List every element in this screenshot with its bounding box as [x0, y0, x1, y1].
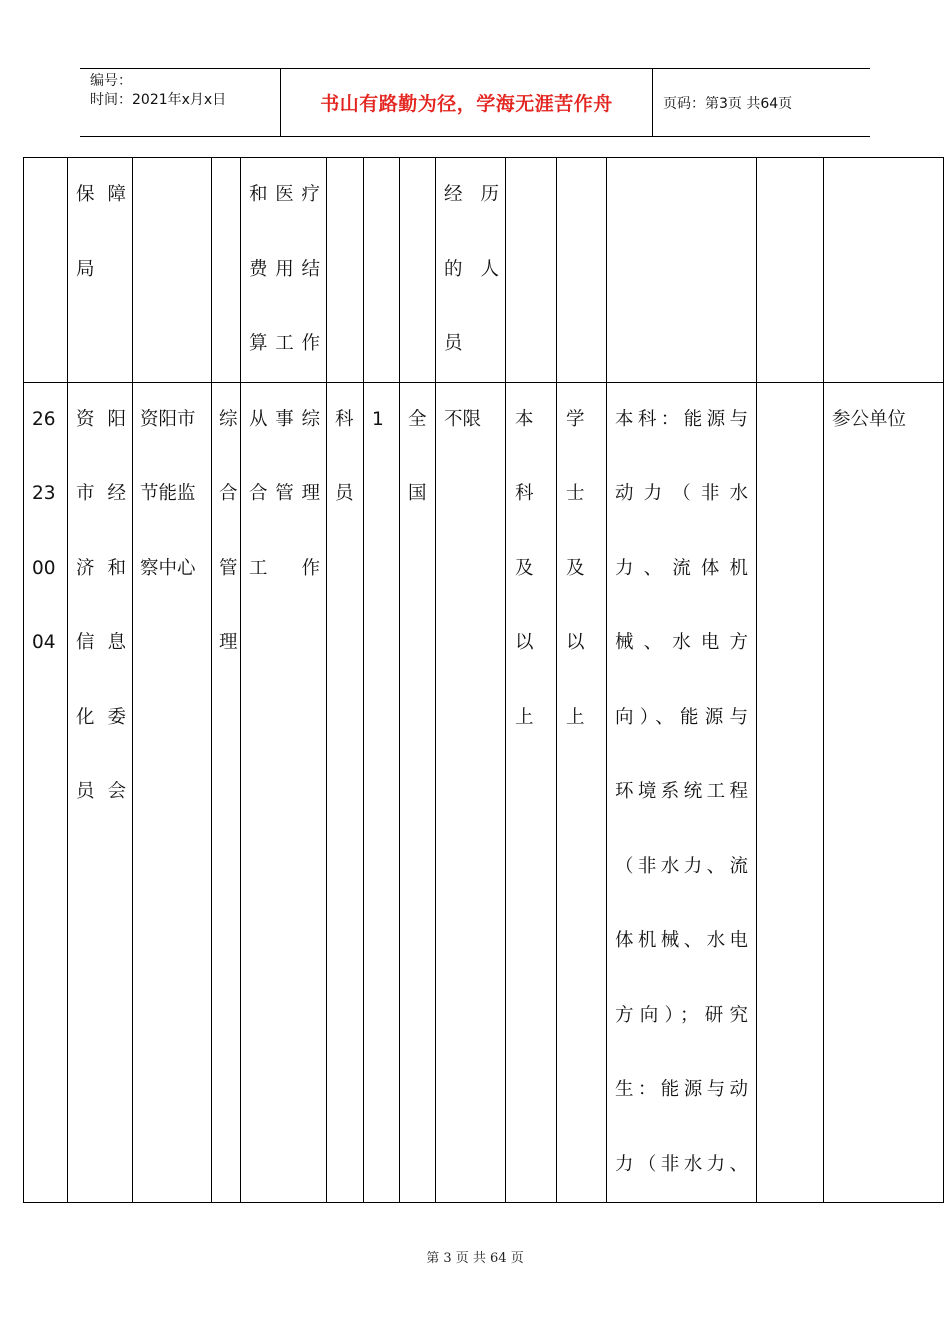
table-cell — [400, 382, 436, 1203]
cell-line: 科 — [515, 483, 534, 504]
cell-line: 械、水电方 — [615, 632, 748, 653]
table-cell — [436, 382, 506, 1203]
cell-position-type — [212, 383, 240, 681]
cell-experience — [436, 383, 505, 458]
table-cell — [241, 158, 327, 383]
cell-department — [68, 158, 132, 307]
cell-major — [607, 383, 756, 1203]
cell-line: 工作 — [249, 557, 320, 579]
cell-education — [506, 383, 556, 756]
cell-line: 国 — [408, 483, 427, 504]
table-cell — [212, 382, 241, 1203]
cell-line: 算工作 — [249, 333, 320, 354]
cell-line: 及 — [566, 557, 585, 579]
table-cell — [607, 382, 757, 1203]
header-motto-cell — [281, 69, 653, 136]
cell-line: 动力（非水 — [615, 483, 748, 504]
table-cell — [824, 158, 944, 383]
table-cell — [436, 158, 506, 383]
cell-unit — [133, 383, 211, 607]
page-footer: 第 3 页 共 64 页 — [426, 1251, 524, 1266]
cell-experience — [436, 158, 505, 382]
cell-department — [68, 383, 132, 830]
cell-line: 上 — [566, 706, 585, 728]
table-cell — [557, 382, 607, 1203]
table-cell — [557, 158, 607, 383]
cell-line: 市 经 — [76, 483, 126, 504]
cell-line: 合 — [219, 483, 238, 504]
cell-line: 不限 — [444, 408, 482, 430]
cell-line: 综 — [219, 408, 238, 430]
table-cell — [24, 158, 68, 383]
cell-position-code — [24, 383, 67, 681]
cell-position-title — [327, 383, 363, 532]
cell-line: 员会 — [76, 781, 126, 802]
table-cell — [506, 158, 557, 383]
cell-line: 04 — [32, 632, 56, 653]
cell-line: 保 障 — [76, 184, 126, 205]
cell-line: 体机械、水电 — [615, 930, 748, 951]
cell-line: 以 — [566, 632, 585, 653]
table-cell — [68, 158, 133, 383]
header-page-info: 页码：第3页 共64页 — [663, 95, 793, 112]
table-cell — [327, 158, 364, 383]
table-row — [24, 382, 944, 1203]
table-cell — [364, 158, 400, 383]
table-cell — [364, 382, 400, 1203]
header-time-label: 时间：2021年x月x日 — [90, 92, 227, 108]
cell-line: 26 — [32, 408, 56, 430]
cell-line: 本 — [515, 408, 534, 430]
cell-line: 力、流体机 — [615, 557, 748, 579]
table-cell — [607, 158, 757, 383]
table-cell — [133, 382, 212, 1203]
table-cell — [24, 382, 68, 1203]
cell-line: 理 — [219, 632, 238, 653]
cell-line: 经 历 — [444, 184, 499, 205]
cell-line: 和医疗 — [249, 184, 320, 205]
cell-line: 的 人 — [444, 258, 499, 280]
cell-line: 员 — [444, 333, 463, 354]
cell-line: 生：能源与动 — [615, 1079, 748, 1100]
table-cell — [327, 382, 364, 1203]
cell-line: 化 委 — [76, 706, 126, 728]
page-header — [80, 68, 870, 137]
cell-line: 察中心 — [140, 557, 196, 579]
cell-duties — [241, 158, 326, 382]
cell-degree — [557, 383, 606, 756]
cell-line: 科 — [335, 408, 354, 430]
cell-line: 及 — [515, 557, 534, 579]
table-cell — [212, 158, 241, 383]
cell-line: 员 — [335, 483, 354, 504]
cell-line: 士 — [566, 483, 585, 504]
cell-line: 信 息 — [76, 632, 126, 653]
cell-line: 23 — [32, 483, 56, 504]
cell-line: （非水力、流 — [615, 855, 748, 877]
cell-duties — [241, 383, 326, 607]
cell-line: 学 — [566, 408, 585, 430]
recruitment-table — [23, 157, 944, 1203]
cell-line: 资 阳 — [76, 408, 126, 430]
cell-line: 本科：能源与 — [615, 408, 748, 430]
cell-line: 00 — [32, 557, 56, 579]
cell-line: 资阳市 — [140, 408, 196, 430]
cell-line: 费用结 — [249, 258, 320, 280]
cell-quota — [364, 383, 399, 458]
table-cell — [68, 382, 133, 1203]
header-page-info-cell — [653, 69, 870, 136]
cell-line: 力（非水力、 — [615, 1153, 748, 1175]
cell-scope — [400, 383, 435, 532]
table-row — [24, 158, 944, 383]
cell-line: 济 和 — [76, 557, 126, 579]
table-cell — [133, 158, 212, 383]
table-cell — [400, 158, 436, 383]
cell-line: 全 — [408, 408, 427, 430]
header-motto: 书山有路勤为径，学海无涯苦作舟 — [320, 93, 613, 115]
cell-line: 管 — [219, 557, 238, 579]
table-cell — [824, 382, 944, 1203]
cell-line: 从事综 — [249, 408, 320, 430]
cell-line: 方向）；研究 — [615, 1004, 748, 1026]
table-cell — [757, 158, 824, 383]
cell-line: 节能监 — [140, 483, 196, 504]
cell-line: 局 — [76, 258, 95, 280]
header-meta — [80, 69, 281, 136]
cell-line: 合管理 — [249, 483, 320, 504]
cell-line: 环境系统工程 — [615, 781, 748, 802]
cell-line: 向）、能源与 — [615, 706, 748, 728]
header-number-label: 编号： — [90, 73, 132, 89]
cell-line: 1 — [372, 408, 384, 430]
cell-remarks — [824, 383, 943, 458]
table-cell — [757, 382, 824, 1203]
cell-line: 上 — [515, 706, 534, 728]
table-cell — [241, 382, 327, 1203]
table-cell — [506, 382, 557, 1203]
cell-line: 以 — [515, 632, 534, 653]
cell-line: 参公单位 — [832, 408, 907, 430]
